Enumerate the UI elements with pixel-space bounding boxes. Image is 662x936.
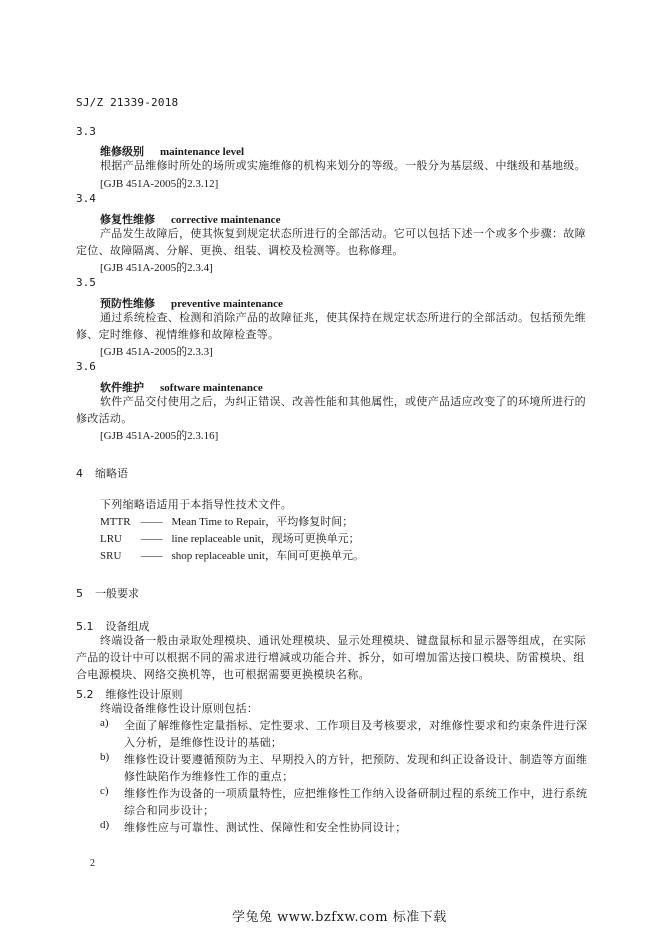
subsection-title: 维修性设计原则 <box>105 688 183 701</box>
paragraph-line: 产品的设计中可以根据不同的需求进行增减或功能合并、拆分，如可增加雷达接口模块、防雷模块、组 <box>76 651 585 664</box>
list-item-label: d) <box>100 819 110 831</box>
abbreviation-dash: —— <box>140 550 163 562</box>
list-item-label: c) <box>100 785 109 797</box>
list-item-line: 维修性设计要遵循预防为主、早期投入的方针，把预防、发现和纠正设备设计、制造等方面维 <box>124 753 588 766</box>
term-definition-line: 根据产品维修时所处的场所或实施维修的机构来划分的等级。一般分为基层级、中继级和基地级。 <box>100 159 586 172</box>
list-item-line: 综合和同步设计； <box>124 804 215 817</box>
term-definition-line: 修、定时维修、视情维修和故障检查等。 <box>76 328 280 341</box>
subsection-title: 设备组成 <box>105 620 150 633</box>
term-en: corrective maintenance <box>171 214 281 226</box>
term-number: 3.5 <box>76 276 96 289</box>
abbreviation-desc: line replaceable unit，现场可更换单元； <box>171 533 360 545</box>
term-number: 3.4 <box>76 192 96 205</box>
abbreviation-row <box>100 547 364 563</box>
section-title: 缩略语 <box>95 467 128 480</box>
term-number: 3.3 <box>76 125 96 138</box>
term-number: 3.6 <box>76 360 96 373</box>
term-en: preventive maintenance <box>171 298 283 310</box>
term-reference: [GJB 451A-2005的2.3.4] <box>100 262 213 274</box>
term-definition-line: 修改活动。 <box>76 412 133 425</box>
list-item-label: a) <box>100 717 109 729</box>
term-definition-line: 定位、故障隔离、分解、更换、组装、调校及检测等。也称修理。 <box>76 244 404 257</box>
footer-watermark: 学兔兔 www.bzfxw.com 标准下载 <box>232 910 447 925</box>
abbreviation-dash: —— <box>140 516 163 528</box>
term-en: maintenance level <box>160 146 245 158</box>
list-item-line: 入分析，是维修性设计的基础； <box>124 736 283 749</box>
term-definition-line: 通过系统检查、检测和消除产品的故障征兆，使其保持在规定状态所进行的全部活动。包括预先维 <box>100 311 586 324</box>
list-item-line: 修性缺陷作为维修性工作的重点； <box>124 770 294 783</box>
term-zh: 软件维护 <box>100 381 144 394</box>
paragraph-line: 合电源模块、网络交换机等，也可根据需要更换模块名称。 <box>76 668 370 681</box>
abbreviation-row <box>100 513 353 529</box>
subsection-number: 5.2 <box>76 688 94 701</box>
list-item-label: b) <box>100 751 110 763</box>
term-definition-line: 产品发生故障后，使其恢复到规定状态所进行的全部活动。它可以包括下述一个或多个步骤：故障 <box>100 227 586 240</box>
subsection-number: 5.1 <box>76 620 94 633</box>
section-number: 4 <box>76 467 83 480</box>
paragraph-line: 终端设备维修性设计原则包括： <box>100 702 259 715</box>
abbreviation-term: LRU <box>100 533 122 545</box>
section-number: 5 <box>76 587 83 600</box>
section-intro: 下列缩略语适用于本指导性技术文件。 <box>100 498 293 511</box>
abbreviation-dash: —— <box>140 533 163 545</box>
list-item-line: 维修性作为设备的一项质量特性，应把维修性工作纳入设备研制过程的系统工作中，进行系统 <box>124 787 588 800</box>
term-en: software maintenance <box>160 382 263 394</box>
section-heading <box>76 462 128 481</box>
term-zh: 预防性维修 <box>100 297 155 310</box>
paragraph-line: 终端设备一般由录取处理模块、通讯处理模块、显示处理模块、键盘鼠标和显示器等组成，在实际 <box>100 634 586 647</box>
abbreviation-desc: shop replaceable unit，车间可更换单元。 <box>171 550 364 562</box>
section-title: 一般要求 <box>95 587 139 600</box>
abbreviation-desc: Mean Time to Repair，平均修复时间； <box>171 516 354 528</box>
term-reference: [GJB 451A-2005的2.3.3] <box>100 346 213 358</box>
standard-code: SJ/Z 21339-2018 <box>76 96 179 109</box>
term-reference: [GJB 451A-2005的2.3.12] <box>100 178 219 190</box>
page-number: 2 <box>90 858 95 869</box>
list-item-line: 维修性应与可靠性、测试性、保障性和安全性协同设计； <box>124 821 407 834</box>
list-item-line: 全面了解维修性定量指标、定性要求、工作项目及考核要求，对维修性要求和约束条件进行深 <box>124 719 588 732</box>
term-zh: 修复性维修 <box>100 213 155 226</box>
abbreviation-term: SRU <box>100 550 122 562</box>
term-reference: [GJB 451A-2005的2.3.16] <box>100 430 219 442</box>
term-zh: 维修级别 <box>100 145 144 158</box>
term-definition-line: 软件产品交付使用之后，为纠正错误、改善性能和其他属性，或使产品适应改变了的环境所进行的 <box>100 395 586 408</box>
section-heading <box>76 582 139 601</box>
abbreviation-row <box>100 530 360 546</box>
abbreviation-term: MTTR <box>100 516 131 528</box>
